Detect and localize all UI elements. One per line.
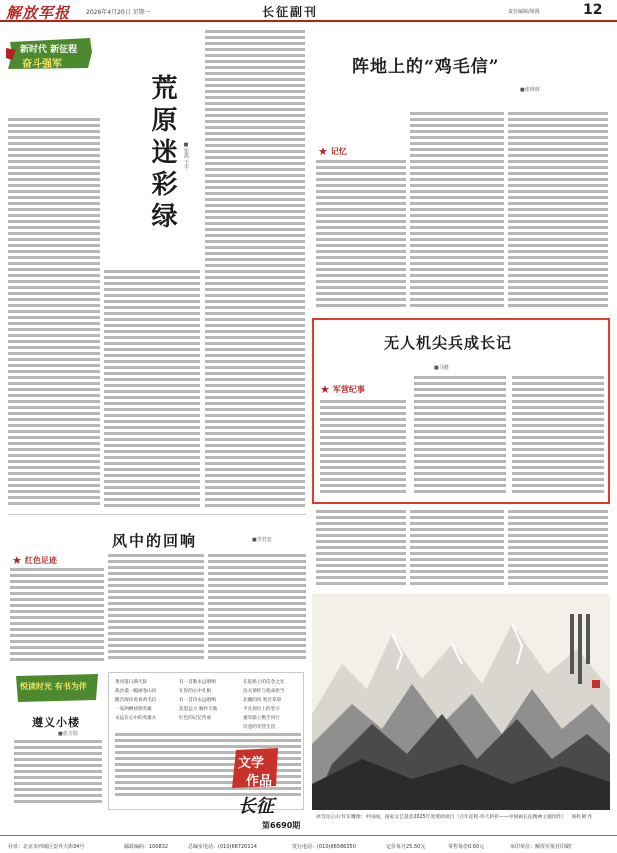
wind-title: 风中的回响 [112,532,198,550]
drone-text-continued-1 [316,510,406,590]
star-icon: ★ [318,145,328,158]
feature-text-left [8,118,100,510]
drone-text-1 [320,400,406,500]
contents-item: 随首海岸看看鸡毛信 [115,698,157,703]
drone-text-3 [512,376,604,500]
banner-line2: 奋斗强军 [22,59,62,70]
footer-address: 社址：北京市西城区安外大街34号 [8,844,85,850]
wind-column-label: ★ 红色足迹 [12,554,57,567]
feature-title: 荒原迷彩绿 [147,74,177,234]
drone-title: 无人机尖兵成长记 [384,334,513,352]
issue-date: 2026年4月20日 星期一 [86,9,151,16]
footer-printer: 承印单位：解放军报社印刷厂 [510,844,576,850]
contents-item: 一家两栖侦察英雄 [115,707,152,712]
contents-item: 追思远方 胸怀天地 [179,707,218,712]
contents-box [108,672,304,810]
small-banner [14,672,100,704]
drone-article-box[interactable] [312,318,610,504]
contents-item: 平凡岗位上的坚守 [243,707,280,712]
contents-item: 有一首诗永远唱响 [179,698,216,703]
contents-item: 边关情怀与使命担当 [243,689,285,694]
star-icon: ★ [12,554,22,567]
poem-text-2 [410,112,504,310]
poem-text-3 [508,112,608,310]
small-text [14,740,102,810]
contents-col1 [115,679,175,724]
wenxue-label-2: 作品 [246,774,273,789]
issue-number: 第6690期 [262,821,301,830]
wind-author: ■李君安 [252,537,272,543]
banner-line1: 新时代 新征程 [20,45,78,55]
landscape-painting [312,594,610,810]
editor-credit: 责任编辑/梁漫 [508,9,540,15]
contents-item: 黄河落日满天际 [115,680,148,685]
contents-item: 战沙漠一幅画卷山河 [115,689,157,694]
feature-text-mid [104,270,200,510]
drone-text-continued-2 [410,510,504,590]
footer-zip: 邮政编码：100832 [124,844,169,850]
drone-author: ■马健 [434,365,449,371]
wenxue-label-1: 文学 [238,756,265,771]
wind-text-2 [108,554,204,666]
footer [0,835,617,853]
drone-text-continued-3 [508,510,608,590]
contents-item: 红色的记忆传承 [179,716,212,721]
footer-printing: 零售每份0.60元 [448,844,485,850]
contents-col3 [243,679,301,733]
contents-item: 有一首歌永远唱响 [179,680,216,685]
newspaper-logo: 解放军报 [6,4,71,22]
poem-text-1 [316,160,406,310]
series-banner [6,38,94,70]
contents-item: 强军路上携手同行 [243,716,280,721]
section-title: 长征副刊 [262,5,319,19]
footer-price: 定价每月25.50元 [386,844,426,850]
contents-item: 永远在心中的英雄兵 [115,716,157,721]
painting-author-credit: 杨红朝 作 [571,815,593,820]
drone-column-label: ★ 军营纪事 [320,383,365,396]
small-banner-text: 悦读时光 有书为伴 [20,682,87,691]
small-title: 遵义小楼 [32,716,80,729]
wenxue-badge [232,748,280,788]
contents-item: 长征路上的信念之光 [243,680,285,685]
contents-item: 诗意的军营生活 [243,725,276,730]
calligraphy-title-text: 长征 [238,796,274,817]
small-author: ■张吉瑞 [58,731,78,737]
divider-line [8,514,306,515]
page-number: 12 [583,2,603,18]
wind-text-1 [10,568,104,668]
contents-col2 [179,679,239,724]
feature-author: ■张凯 王平 [183,142,189,170]
feature-text-right [205,30,305,510]
drone-text-2 [414,376,506,500]
poem-title: 阵地上的“鸡毛信” [352,57,500,77]
contents-item: 在你的心中扎根 [179,689,212,694]
footer-distribution: 发行电话：(010)66586350 [292,844,356,850]
contents-item: 北疆的风 吹过草原 [243,698,282,703]
painting-image [312,594,610,810]
calligraphy-title [238,792,274,818]
painting-caption-text: 冰雪昆仑山 红军雕像：中国画，国家文艺基金2025年度资助项目（百年征程·伟大转折——中国画长征精神主题创作） [316,815,567,820]
star-icon: ★ [320,383,330,396]
poem-author: ■张林林 [520,87,540,93]
footer-phone: 总编室电话：(010)66720114 [188,844,257,850]
wind-text-3 [208,554,306,666]
masthead [0,0,617,22]
painting-caption [316,814,608,821]
poem-column-label: ★ 记忆 [318,145,347,158]
